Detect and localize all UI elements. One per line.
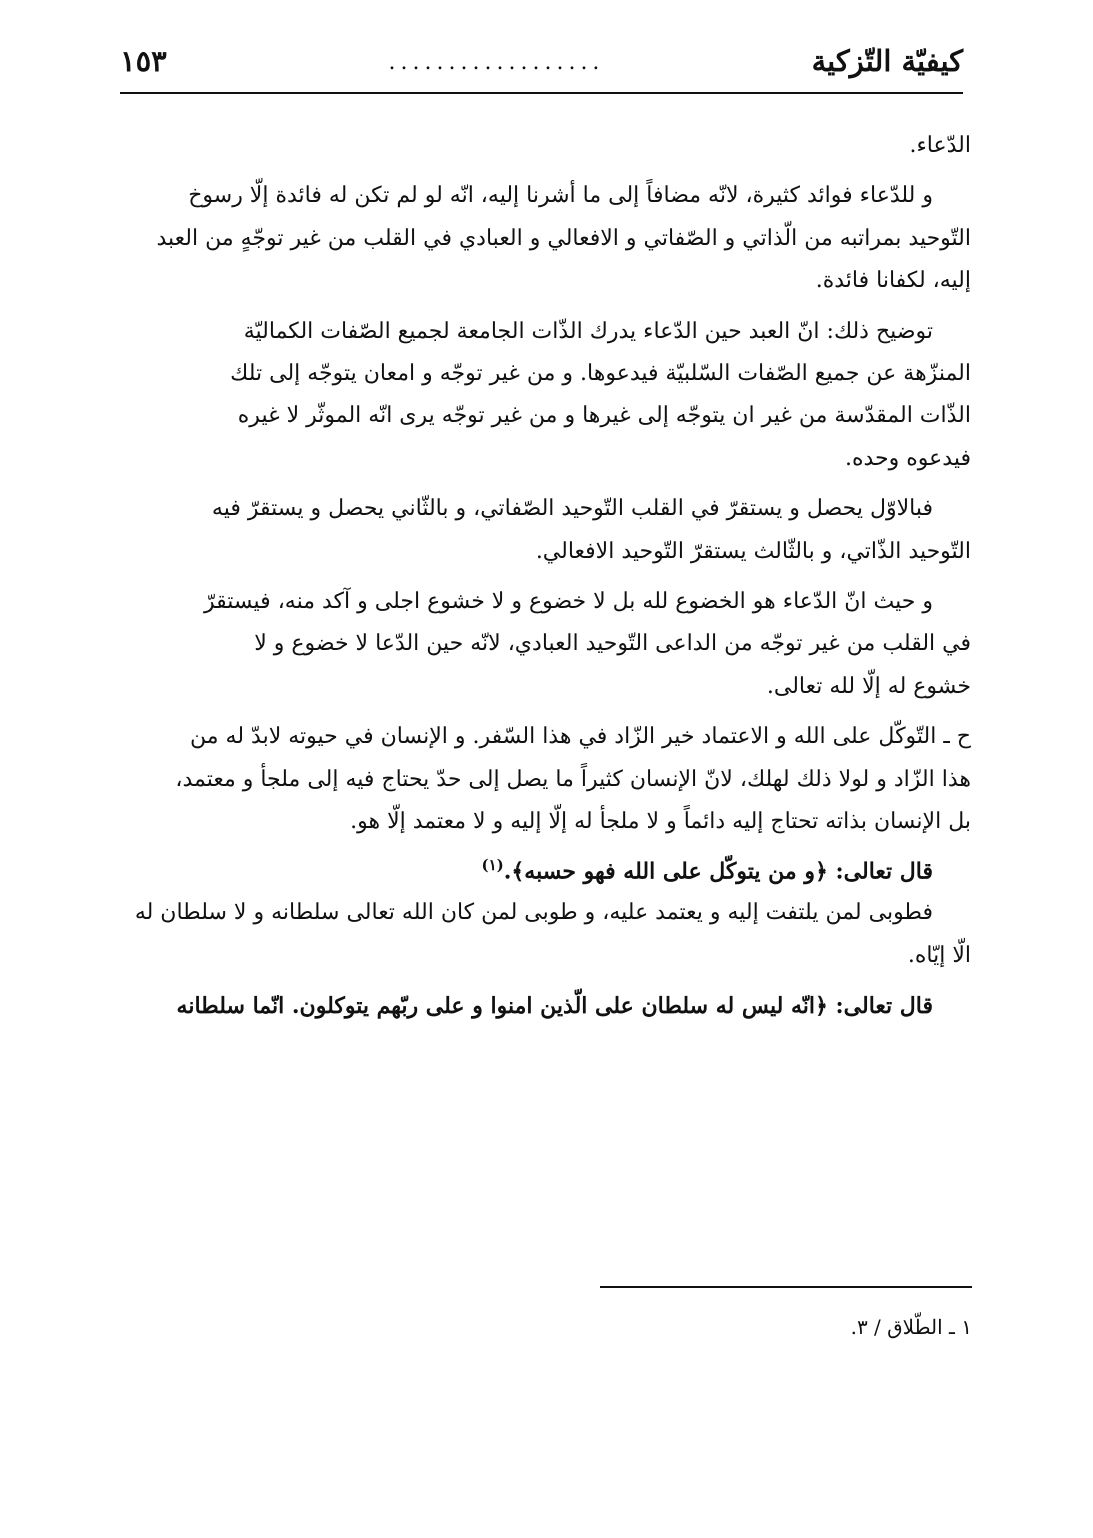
text-line: ح ـ التّوكّل على الله و الاعتماد خير الزّاد في هذا السّفر. و الإنسان في حيوته لابدّ له من [190, 724, 971, 750]
text-line: التّوحيد الذّاتي، و بالثّالث يستقرّ التّوحيد الافعالي. [535, 538, 971, 564]
paragraph-7 [118, 844, 971, 893]
header-rule [120, 92, 963, 94]
paragraph-4 [118, 488, 971, 573]
footnote: ١ ـ الطّلاق / ٣. [850, 1315, 972, 1339]
paragraph-2 [118, 175, 971, 302]
paragraph-3 [118, 311, 971, 481]
paragraph-6 [118, 716, 971, 843]
text-line: فبالاوّل يحصل و يستقرّ في القلب التّوحيد الصّفاتي، و بالثّاني يحصل و يستقرّ فيه [211, 496, 933, 522]
footnote-ref: (١) [481, 855, 504, 874]
chapter-title: كيفيّة التّزكية [811, 44, 963, 78]
quran-quote-line [118, 844, 971, 893]
text-line: فيدعوه وحده. [844, 445, 971, 471]
leader-dots: .................. [388, 50, 605, 75]
paragraph-5 [118, 581, 971, 708]
paragraph-8 [118, 892, 971, 977]
quote-text: قال تعالى: ﴿و من يتوكّل على الله فهو حسبه﴾. [503, 857, 933, 884]
text-line: الدّعاء. [909, 133, 971, 158]
paragraph-1 [118, 125, 971, 167]
text-line: توضيح ذلك: انّ العبد حين الدّعاء يدرك الذّات الجامعة لجميع الصّفات الكماليّة [243, 318, 933, 344]
running-header [120, 40, 963, 90]
text-line: و للدّعاء فوائد كثيرة، لانّه مضافاً إلى ما أشرنا إليه، انّه لو لم تكن له فائدة إلّا رسوخ [188, 183, 933, 209]
body-text [118, 125, 971, 1027]
text-line: الذّات المقدّسة من غير ان يتوجّه إلى غيرها و من غير توجّه يرى انّه الموثّر لا غيره [237, 403, 971, 429]
page-number: ١٥٣ [120, 44, 167, 78]
paragraph-9 [118, 985, 971, 1027]
text-line: المنزّهة عن جميع الصّفات السّلبيّة فيدعوها. و من غير توجّه و امعان يتوجّه إلى تلك [230, 361, 971, 387]
text-line: و حيث انّ الدّعاء هو الخضوع لله بل لا خضوع و لا خشوع اجلى و آكد منه، فيستقرّ [204, 589, 933, 615]
text-line: هذا الزّاد و لولا ذلك لهلك، لانّ الإنسان كثيراً ما يصل إلى حدّ يحتاج فيه إلى ملجأ و معتمد، [175, 766, 971, 792]
text-line: التّوحيد بمراتبه من الّذاتي و الصّفاتي و الافعالي و العبادي في القلب من غير توجّهٍ من العبد [156, 225, 971, 251]
text-line: الّا إيّاه. [907, 942, 971, 968]
text-line: بل الإنسان بذاته تحتاج إليه دائماً و لا ملجأ له إلّا إليه و لا معتمد إلّا هو. [350, 809, 971, 835]
quran-quote-line: قال تعالى: ﴿انّه ليس له سلطان على الّذين امنوا و على ربّهم يتوكلون. انّما سلطانه [176, 993, 933, 1020]
text-line: فطوبى لمن يلتفت إليه و يعتمد عليه، و طوبى لمن كان الله تعالى سلطانه و لا سلطان له [134, 900, 933, 926]
text-line: إليه، لكفانا فائدة. [815, 268, 971, 294]
footnote-rule [600, 1286, 972, 1288]
text-line: خشوع له إلّا لله تعالى. [766, 673, 971, 699]
text-line: في القلب من غير توجّه من الداعى التّوحيد العبادي، لانّه حين الدّعا لا خضوع و لا [254, 631, 971, 657]
